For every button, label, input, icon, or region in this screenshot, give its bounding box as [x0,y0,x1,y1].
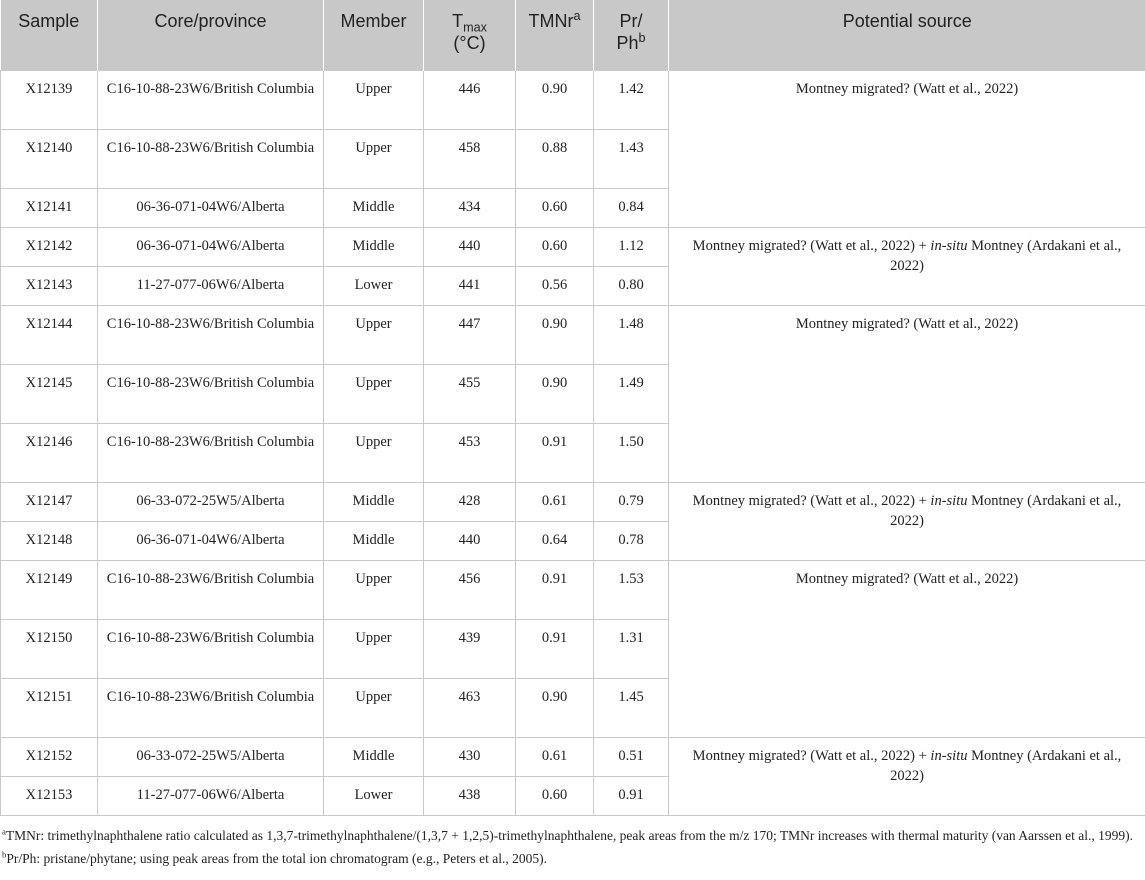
cell-sample: X12149 [1,560,98,619]
cell-core: 06-33-072-25W5/Alberta [98,482,324,521]
header-tmnr-label: TMNr [528,11,574,31]
cell-tmnr: 0.60 [516,776,594,815]
cell-tmnr: 0.90 [516,70,594,129]
cell-tmnr: 0.91 [516,619,594,678]
cell-core: 06-36-071-04W6/Alberta [98,227,324,266]
cell-sample: X12145 [1,364,98,423]
cell-source: Montney migrated? (Watt et al., 2022) [669,70,1145,227]
cell-tmnr: 0.61 [516,482,594,521]
header-tmax [424,0,516,70]
cell-tmax: 458 [424,129,516,188]
cell-core: 06-36-071-04W6/Alberta [98,188,324,227]
cell-core: 06-36-071-04W6/Alberta [98,521,324,560]
cell-member: Middle [324,737,424,776]
cell-core: C16-10-88-23W6/British Columbia [98,423,324,482]
source-text: Montney migrated? (Watt et al., 2022) + [692,237,931,254]
cell-sample: X12140 [1,129,98,188]
header-sample: Sample [1,0,98,70]
source-emphasis: in-situ [930,747,968,764]
cell-prph: 1.31 [594,619,669,678]
cell-core: C16-10-88-23W6/British Columbia [98,364,324,423]
source-text: Montney (Ardakani et al., 2022) [890,747,1122,784]
cell-member: Lower [324,776,424,815]
footnote-a [2,826,1145,846]
cell-tmnr: 0.61 [516,737,594,776]
cell-member: Upper [324,129,424,188]
source-emphasis: in-situ [930,492,968,509]
cell-sample: X12142 [1,227,98,266]
cell-member: Upper [324,305,424,364]
cell-core: 11-27-077-06W6/Alberta [98,266,324,305]
cell-member: Upper [324,423,424,482]
cell-tmnr: 0.56 [516,266,594,305]
source-emphasis: in-situ [930,237,968,254]
footnote-b-text: Pr/Ph: pristane/phytane; using peak areas from the total ion chromatogram (e.g., Peters et al., 2005). [6,850,547,866]
cell-prph: 0.79 [594,482,669,521]
cell-sample: X12147 [1,482,98,521]
cell-tmax: 428 [424,482,516,521]
header-row [1,0,1145,70]
cell-sample: X12139 [1,70,98,129]
source-text: Montney (Ardakani et al., 2022) [890,237,1122,274]
cell-prph: 0.78 [594,521,669,560]
cell-prph: 0.84 [594,188,669,227]
cell-sample: X12143 [1,266,98,305]
header-source: Potential source [669,0,1145,70]
cell-member: Lower [324,266,424,305]
footnote-b [2,849,1145,869]
source-text: Montney migrated? (Watt et al., 2022) + [692,492,931,509]
cell-member: Middle [324,482,424,521]
cell-member: Middle [324,521,424,560]
table-row [1,227,1145,266]
cell-prph: 0.91 [594,776,669,815]
header-tmnr-sup: a [573,9,581,23]
header-tmax-unit: (°C) [453,33,486,53]
cell-core: C16-10-88-23W6/British Columbia [98,129,324,188]
footnote-b-mark: b [2,849,7,859]
cell-source: Montney migrated? (Watt et al., 2022) [669,560,1145,737]
header-member: Member [324,0,424,70]
cell-prph: 1.12 [594,227,669,266]
cell-prph: 1.49 [594,364,669,423]
header-prph [594,0,669,70]
cell-member: Upper [324,678,424,737]
cell-tmnr: 0.90 [516,364,594,423]
cell-source [669,737,1145,815]
cell-tmnr: 0.90 [516,678,594,737]
cell-prph: 1.50 [594,423,669,482]
cell-tmnr: 0.64 [516,521,594,560]
cell-tmnr: 0.60 [516,188,594,227]
cell-tmax: 438 [424,776,516,815]
cell-tmax: 455 [424,364,516,423]
source-text: Montney migrated? (Watt et al., 2022) + [692,747,931,764]
cell-tmnr: 0.88 [516,129,594,188]
table-row [1,70,1145,129]
cell-tmax: 463 [424,678,516,737]
footnotes [0,816,1145,869]
cell-tmax: 434 [424,188,516,227]
table-row [1,305,1145,364]
cell-sample: X12146 [1,423,98,482]
cell-core: C16-10-88-23W6/British Columbia [98,560,324,619]
cell-prph: 0.80 [594,266,669,305]
cell-tmax: 441 [424,266,516,305]
cell-tmnr: 0.90 [516,305,594,364]
cell-sample: X12148 [1,521,98,560]
cell-prph: 1.53 [594,560,669,619]
header-prph-line1: Pr/ [619,11,643,31]
header-tmax-main: T [452,11,464,31]
header-tmax-sub: max [463,20,487,35]
cell-sample: X12144 [1,305,98,364]
cell-source [669,482,1145,560]
cell-sample: X12152 [1,737,98,776]
cell-sample: X12141 [1,188,98,227]
cell-tmnr: 0.60 [516,227,594,266]
cell-sample: X12151 [1,678,98,737]
header-prph-line2: Ph [616,33,639,53]
cell-prph: 1.45 [594,678,669,737]
cell-prph: 1.42 [594,70,669,129]
footnote-a-mark: a [2,826,6,836]
header-core: Core/province [98,0,324,70]
cell-member: Middle [324,227,424,266]
cell-sample: X12153 [1,776,98,815]
cell-member: Middle [324,188,424,227]
cell-core: C16-10-88-23W6/British Columbia [98,70,324,129]
cell-member: Upper [324,70,424,129]
cell-tmnr: 0.91 [516,560,594,619]
table-row [1,560,1145,619]
cell-tmnr: 0.91 [516,423,594,482]
header-prph-sup: b [638,31,646,45]
cell-tmax: 440 [424,521,516,560]
cell-member: Upper [324,364,424,423]
cell-prph: 1.43 [594,129,669,188]
cell-tmax: 446 [424,70,516,129]
cell-source [669,227,1145,305]
cell-prph: 0.51 [594,737,669,776]
header-tmnr [516,0,594,70]
source-text: Montney (Ardakani et al., 2022) [890,492,1122,529]
table-row [1,482,1145,521]
table-row [1,737,1145,776]
cell-member: Upper [324,619,424,678]
cell-core: C16-10-88-23W6/British Columbia [98,678,324,737]
footnote-a-text: TMNr: trimethylnaphthalene ratio calculated as 1,3,7-trimethylnaphthalene/(1,3,7 + 1,2,5)-trimethylnaphthalene, peak areas from the m/z 170; TMNr increases with thermal maturity (van Aarssen et al., 1999). [5,827,1134,843]
cell-prph: 1.48 [594,305,669,364]
cell-tmax: 439 [424,619,516,678]
cell-tmax: 440 [424,227,516,266]
cell-core: 06-33-072-25W5/Alberta [98,737,324,776]
cell-source: Montney migrated? (Watt et al., 2022) [669,305,1145,482]
cell-core: C16-10-88-23W6/British Columbia [98,305,324,364]
cell-sample: X12150 [1,619,98,678]
cell-core: C16-10-88-23W6/British Columbia [98,619,324,678]
cell-tmax: 453 [424,423,516,482]
cell-member: Upper [324,560,424,619]
cell-tmax: 456 [424,560,516,619]
cell-core: 11-27-077-06W6/Alberta [98,776,324,815]
cell-tmax: 430 [424,737,516,776]
cell-tmax: 447 [424,305,516,364]
